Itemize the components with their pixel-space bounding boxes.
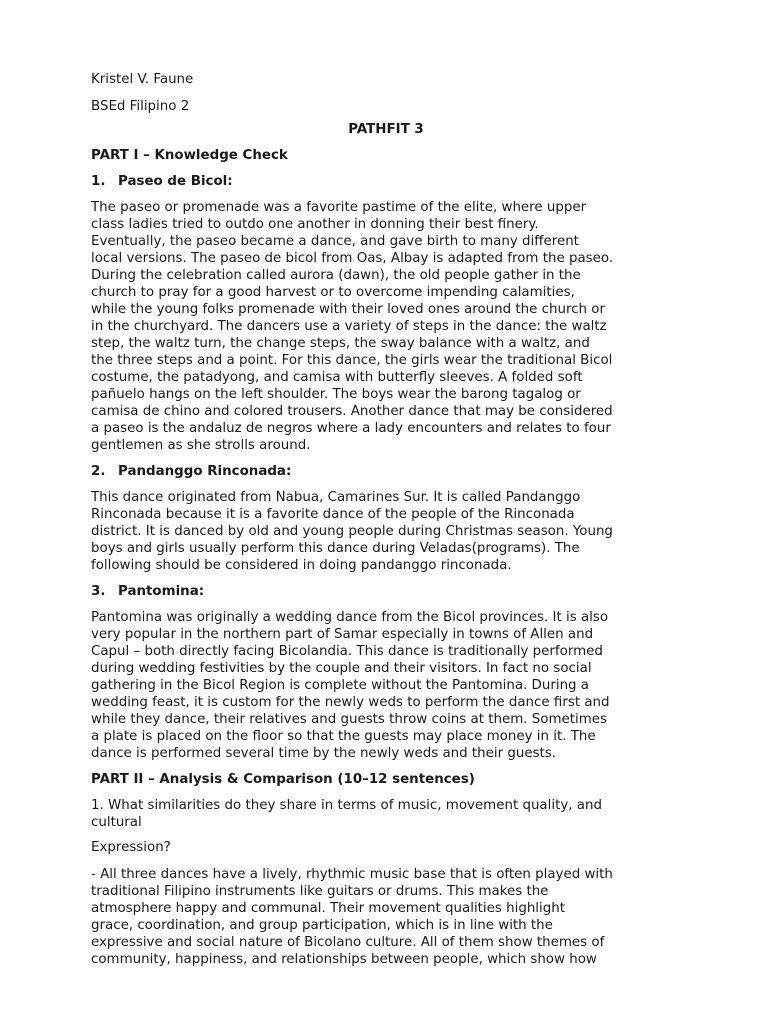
paragraph-pandanggo	[91, 489, 681, 574]
text-line: very popular in the northern part of Samar especially in towns of Allen and	[91, 627, 594, 642]
text-line: class ladies tried to outdo one another in donning their best finery.	[91, 217, 539, 232]
answer-line: traditional Filipino instruments like guitars or drums. This makes the	[91, 883, 549, 899]
text-line: local versions. The paseo de bicol from Oas, Albay is adapted from the paseo.	[91, 251, 614, 266]
text-line: pañuelo hangs on the left shoulder. The boys wear the barong tagalog or	[91, 387, 581, 402]
answer-line: expressive and social nature of Bicolano culture. All of them show themes of	[91, 934, 605, 950]
question-1	[91, 797, 681, 831]
text-line: Eventually, the paseo became a dance, and gave birth to many different	[91, 234, 579, 249]
question-line: cultural	[91, 815, 142, 830]
text-line: during wedding festivities by the couple and their visitors. In fact no social	[91, 661, 592, 676]
text-line: boys and girls usually perform this dance during Veladas(programs). The	[91, 541, 580, 556]
section-heading-pantomina	[91, 583, 681, 600]
section-title: Pandanggo Rinconada:	[118, 464, 292, 479]
text-line: church to pray for a good harvest or to overcome impending calamities,	[91, 285, 575, 300]
text-line: a plate is placed on the floor so that the guests may place money in it. The	[91, 729, 596, 744]
text-line: During the celebration called aurora (dawn), the old people gather in the	[91, 268, 581, 283]
question-line: 1. What similarities do they share in terms of music, movement quality, and	[91, 798, 602, 813]
text-line: in the churchyard. The dancers use a variety of steps in the dance: the waltz	[91, 319, 607, 334]
section-number: 3.	[91, 584, 106, 599]
text-line: step, the waltz turn, the change steps, the sway balance with a waltz, and	[91, 336, 590, 351]
text-line: gathering in the Bicol Region is complete without the Pantomina. During a	[91, 678, 590, 693]
text-line: The paseo or promenade was a favorite pastime of the elite, where upper	[91, 200, 587, 215]
answer-line: atmosphere happy and communal. Their movement qualities highlight	[91, 900, 565, 916]
answer-1	[91, 866, 681, 968]
section-number: 1.	[91, 174, 106, 189]
answer-line: community, happiness, and relationships between people, which show how	[91, 951, 597, 967]
part1-heading: PART I – Knowledge Check	[91, 148, 288, 163]
text-line: Capul – both directly facing Bicolandia. This dance is traditionally performed	[91, 644, 603, 659]
paragraph-paseo	[91, 199, 681, 454]
text-line: gentlemen as she strolls around.	[91, 438, 311, 453]
text-line: wedding feast, it is custom for the newly weds to perform the dance first and	[91, 695, 610, 710]
author-name: Kristel V. Faune	[91, 72, 194, 87]
answer-line: - All three dances have a lively, rhythmic music base that is often played with	[91, 866, 613, 882]
text-line: Pantomina was originally a wedding dance from the Bicol provinces. It is also	[91, 610, 609, 625]
author-course: BSEd Filipino 2	[91, 99, 190, 114]
text-line: This dance originated from Nabua, Camarines Sur. It is called Pandanggo	[91, 490, 581, 505]
document-title: PATHFIT 3	[348, 122, 424, 137]
answer-line: grace, coordination, and group participation, which is in line with the	[91, 917, 553, 933]
section-heading-paseo	[91, 173, 681, 190]
paragraph-pantomina	[91, 609, 681, 762]
text-line: costume, the patadyong, and camisa with butterfly sleeves. A folded soft	[91, 370, 583, 385]
text-line: while they dance, their relatives and guests throw coins at them. Sometimes	[91, 712, 607, 727]
document-page	[91, 71, 681, 968]
text-line: camisa de chino and colored trousers. Another dance that may be considered	[91, 404, 613, 419]
section-number: 2.	[91, 464, 106, 479]
text-line: the three steps and a point. For this dance, the girls wear the traditional Bicol	[91, 353, 613, 368]
section-title: Pantomina:	[118, 584, 205, 599]
section-heading-pandanggo	[91, 463, 681, 480]
text-line: a paseo is the andaluz de negros where a lady encounters and relates to four	[91, 421, 611, 436]
part2-heading: PART II – Analysis & Comparison (10–12 sentences)	[91, 772, 475, 787]
text-line: while the young folks promenade with their loved ones around the church or	[91, 302, 605, 317]
text-line: Rinconada because it is a favorite dance of the people of the Rinconada	[91, 507, 575, 522]
section-title: Paseo de Bicol:	[118, 174, 233, 189]
text-line: following should be considered in doing pandanggo rinconada.	[91, 558, 512, 573]
text-line: dance is performed several time by the newly weds and their guests.	[91, 746, 557, 761]
question-continuation: Expression?	[91, 840, 171, 855]
text-line: district. It is danced by old and young people during Christmas season. Young	[91, 524, 613, 539]
